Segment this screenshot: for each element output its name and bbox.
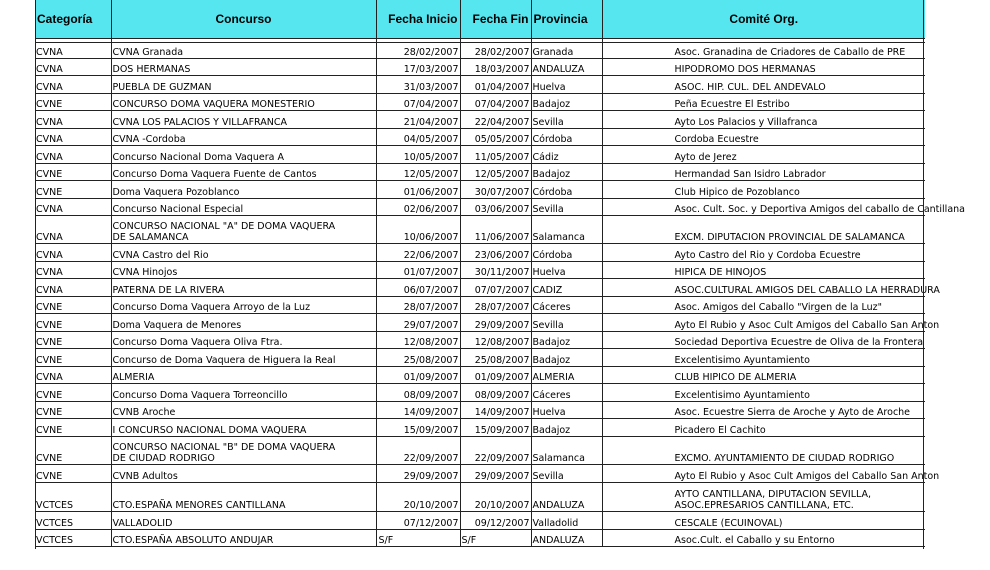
table-row	[35, 419, 925, 437]
cell-fecha-inicio[interactable]: 29/07/2007	[376, 314, 460, 332]
cell-concurso[interactable]: Concurso Doma Vaquera Arroyo de la Luz	[111, 297, 376, 314]
cell-categoria[interactable]: CVNA	[35, 111, 111, 129]
cell-categoria[interactable]: CVNE	[35, 297, 111, 314]
table-row	[35, 76, 925, 94]
table-row	[35, 483, 925, 512]
cell-provincia[interactable]: ANDALUZA	[531, 59, 602, 76]
cell-fecha-fin[interactable]: 12/05/2007	[460, 164, 531, 181]
cell-fecha-inicio[interactable]: 07/12/2007	[376, 512, 460, 530]
cell-concurso[interactable]: CVNA Granada	[111, 43, 376, 59]
cell-fecha-fin[interactable]: 08/09/2007	[460, 384, 531, 402]
table-row	[35, 314, 925, 332]
cell-fecha-fin[interactable]: 11/05/2007	[460, 146, 531, 164]
cell-comite[interactable]: Excelentisimo Ayuntamiento	[602, 349, 925, 367]
cell-categoria[interactable]: CVNE	[35, 437, 111, 465]
cell-provincia[interactable]: Córdoba	[531, 181, 602, 199]
cell-concurso[interactable]: I CONCURSO NACIONAL DOMA VAQUERA	[111, 419, 376, 437]
table-row	[35, 512, 925, 530]
cell-fecha-fin[interactable]: 15/09/2007	[460, 419, 531, 437]
cell-fecha-inicio[interactable]: 17/03/2007	[376, 59, 460, 76]
table-row	[35, 146, 925, 164]
cell-fecha-fin[interactable]: 28/07/2007	[460, 297, 531, 314]
cell-fecha-inicio[interactable]: 14/09/2007	[376, 402, 460, 419]
cell-categoria[interactable]: CVNE	[35, 181, 111, 199]
cell-provincia[interactable]: Córdoba	[531, 244, 602, 262]
cell-provincia[interactable]: Sevilla	[531, 314, 602, 332]
cell-fecha-fin[interactable]: 03/06/2007	[460, 199, 531, 216]
cell-provincia[interactable]: Huelva	[531, 402, 602, 419]
cell-concurso[interactable]: CONCURSO NACIONAL "A" DE DOMA VAQUERA DE SALAMANCA	[111, 216, 376, 244]
cell-concurso[interactable]: Concurso Doma Vaquera Fuente de Cantos	[111, 164, 376, 181]
cell-fecha-fin[interactable]: 25/08/2007	[460, 349, 531, 367]
cell-comite[interactable]: ASOC. HIP. CUL. DEL ANDEVALO	[602, 76, 925, 94]
table-row	[35, 181, 925, 199]
cell-fecha-inicio[interactable]: 12/08/2007	[376, 332, 460, 349]
cell-fecha-fin[interactable]: 22/04/2007	[460, 111, 531, 129]
cell-categoria[interactable]: CVNA	[35, 59, 111, 76]
cell-fecha-inicio[interactable]: 04/05/2007	[376, 129, 460, 146]
cell-fecha-inicio[interactable]: 20/10/2007	[376, 483, 460, 512]
cell-fecha-inicio[interactable]: 31/03/2007	[376, 76, 460, 94]
header-fecha-inicio[interactable]: Fecha Inicio	[376, 0, 460, 39]
header-provincia[interactable]: Provincia	[531, 0, 602, 39]
cell-provincia[interactable]: Valladolid	[531, 512, 602, 530]
cell-provincia[interactable]: ANDALUZA	[531, 483, 602, 512]
table-row	[35, 402, 925, 419]
table-row	[35, 111, 925, 129]
cell-categoria[interactable]: CVNE	[35, 164, 111, 181]
cell-fecha-fin[interactable]: 01/09/2007	[460, 367, 531, 384]
cell-fecha-fin[interactable]: 05/05/2007	[460, 129, 531, 146]
header-concurso[interactable]: Concurso	[111, 0, 376, 39]
cell-fecha-inicio[interactable]: 10/06/2007	[376, 216, 460, 244]
cell-comite[interactable]: EXCM. DIPUTACION PROVINCIAL DE SALAMANCA	[602, 216, 925, 244]
cell-categoria[interactable]: CVNE	[35, 94, 111, 111]
table-row	[35, 129, 925, 146]
cell-fecha-fin[interactable]: 07/07/2007	[460, 279, 531, 297]
cell-fecha-fin[interactable]: 01/04/2007	[460, 76, 531, 94]
cell-categoria[interactable]: CVNE	[35, 349, 111, 367]
cell-concurso[interactable]: CONCURSO DOMA VAQUERA MONESTERIO	[111, 94, 376, 111]
cell-fecha-inicio[interactable]: 01/09/2007	[376, 367, 460, 384]
cell-fecha-inicio[interactable]: 22/09/2007	[376, 437, 460, 465]
cell-categoria[interactable]: CVNA	[35, 216, 111, 244]
cell-comite[interactable]: Peña Ecuestre El Estribo	[602, 94, 925, 111]
cell-fecha-inicio[interactable]: 01/07/2007	[376, 262, 460, 279]
table-row	[35, 199, 925, 216]
cell-concurso[interactable]: VALLADOLID	[111, 512, 376, 530]
table-row	[35, 349, 925, 367]
cell-concurso[interactable]: CVNA LOS PALACIOS Y VILLAFRANCA	[111, 111, 376, 129]
cell-categoria[interactable]: CVNE	[35, 402, 111, 419]
cell-concurso[interactable]: CONCURSO NACIONAL "B" DE DOMA VAQUERA DE CIUDAD RODRIGO	[111, 437, 376, 465]
cell-categoria[interactable]: CVNA	[35, 262, 111, 279]
cell-concurso[interactable]: ALMERIA	[111, 367, 376, 384]
cell-fecha-inicio[interactable]: 21/04/2007	[376, 111, 460, 129]
table-row	[35, 43, 925, 59]
cell-fecha-fin[interactable]: 22/09/2007	[460, 437, 531, 465]
cell-comite[interactable]: Sociedad Deportiva Ecuestre de Oliva de la Frontera	[602, 332, 925, 349]
cell-concurso[interactable]: CVNA Castro del Rio	[111, 244, 376, 262]
cell-comite[interactable]: Asoc. Cult. Soc. y Deportiva Amigos del caballo de Cantillana	[602, 199, 925, 216]
cell-fecha-inicio[interactable]: 15/09/2007	[376, 419, 460, 437]
cell-fecha-fin[interactable]: 07/04/2007	[460, 94, 531, 111]
cell-fecha-fin[interactable]: 18/03/2007	[460, 59, 531, 76]
cell-categoria[interactable]: CVNA	[35, 129, 111, 146]
cell-concurso[interactable]: PUEBLA DE GUZMAN	[111, 76, 376, 94]
cell-concurso[interactable]: CTO.ESPAÑA ABSOLUTO ANDUJAR	[111, 530, 376, 547]
cell-categoria[interactable]: VCTCES	[35, 530, 111, 547]
cell-fecha-inicio[interactable]: 01/06/2007	[376, 181, 460, 199]
cell-categoria[interactable]: CVNA	[35, 146, 111, 164]
cell-fecha-inicio[interactable]: 12/05/2007	[376, 164, 460, 181]
cell-fecha-fin[interactable]: 12/08/2007	[460, 332, 531, 349]
cell-comite[interactable]: HIPICA DE HINOJOS	[602, 262, 925, 279]
cell-categoria[interactable]: CVNA	[35, 279, 111, 297]
cell-categoria[interactable]: CVNE	[35, 384, 111, 402]
cell-concurso[interactable]: CVNB Aroche	[111, 402, 376, 419]
cell-provincia[interactable]: Badajoz	[531, 332, 602, 349]
cell-provincia[interactable]: CADIZ	[531, 279, 602, 297]
table-row	[35, 262, 925, 279]
cell-concurso[interactable]: PATERNA DE LA RIVERA	[111, 279, 376, 297]
cell-categoria[interactable]: CVNA	[35, 367, 111, 384]
cell-fecha-inicio[interactable]: 02/06/2007	[376, 199, 460, 216]
cell-categoria[interactable]: CVNA	[35, 199, 111, 216]
cell-provincia[interactable]: Badajoz	[531, 419, 602, 437]
cell-provincia[interactable]: Cáceres	[531, 384, 602, 402]
cell-comite[interactable]: EXCMO. AYUNTAMIENTO DE CIUDAD RODRIGO	[602, 437, 925, 465]
spreadsheet	[35, 0, 965, 547]
cell-comite[interactable]: Ayto El Rubio y Asoc Cult Amigos del Caballo San Anton	[602, 314, 925, 332]
cell-provincia[interactable]: ANDALUZA	[531, 530, 602, 547]
cell-fecha-inicio[interactable]: 28/07/2007	[376, 297, 460, 314]
table-row	[35, 279, 925, 297]
cell-fecha-inicio[interactable]: 07/04/2007	[376, 94, 460, 111]
competitions-table	[35, 0, 965, 547]
table-row	[35, 94, 925, 111]
cell-comite[interactable]: CESCALE (ECUINOVAL)	[602, 512, 925, 530]
cell-fecha-inicio[interactable]: 06/07/2007	[376, 279, 460, 297]
cell-provincia[interactable]: Huelva	[531, 76, 602, 94]
cell-comite[interactable]: Ayto de Jerez	[602, 146, 925, 164]
cell-fecha-fin[interactable]: 30/11/2007	[460, 262, 531, 279]
cell-provincia[interactable]: Sevilla	[531, 199, 602, 216]
header-row	[35, 0, 925, 39]
cell-concurso[interactable]: Concurso Doma Vaquera Torreoncillo	[111, 384, 376, 402]
cell-provincia[interactable]: Badajoz	[531, 94, 602, 111]
cell-fecha-inicio[interactable]: 28/02/2007	[376, 43, 460, 59]
cell-categoria[interactable]: VCTCES	[35, 483, 111, 512]
cell-fecha-fin[interactable]: 09/12/2007	[460, 512, 531, 530]
cell-comite[interactable]: Club Hipico de Pozoblanco	[602, 181, 925, 199]
cell-fecha-fin[interactable]: 30/07/2007	[460, 181, 531, 199]
cell-fecha-inicio[interactable]: 25/08/2007	[376, 349, 460, 367]
cell-fecha-fin[interactable]: 28/02/2007	[460, 43, 531, 59]
cell-categoria[interactable]: CVNA	[35, 76, 111, 94]
header-categoria[interactable]: Categoría	[35, 0, 111, 39]
cell-categoria[interactable]: CVNE	[35, 419, 111, 437]
table-row	[35, 164, 925, 181]
cell-comite[interactable]: AYTO CANTILLANA, DIPUTACION SEVILLA, ASOC.EPRESARIOS CANTILLANA, ETC.	[602, 483, 925, 512]
cell-categoria[interactable]: CVNE	[35, 332, 111, 349]
cell-provincia[interactable]: ALMERIA	[531, 367, 602, 384]
cell-provincia[interactable]: Badajoz	[531, 164, 602, 181]
cell-fecha-fin[interactable]: 20/10/2007	[460, 483, 531, 512]
cell-comite[interactable]: Ayto Castro del Rio y Cordoba Ecuestre	[602, 244, 925, 262]
cell-comite[interactable]: Excelentisimo Ayuntamiento	[602, 384, 925, 402]
cell-comite[interactable]: Picadero El Cachito	[602, 419, 925, 437]
cell-concurso[interactable]: CVNA Hinojos	[111, 262, 376, 279]
cell-comite[interactable]: CLUB HIPICO DE ALMERIA	[602, 367, 925, 384]
cell-fecha-inicio[interactable]: S/F	[376, 530, 460, 547]
cell-provincia[interactable]: Cádiz	[531, 146, 602, 164]
cell-fecha-inicio[interactable]: 29/09/2007	[376, 465, 460, 483]
cell-fecha-fin[interactable]: 29/09/2007	[460, 314, 531, 332]
cell-categoria[interactable]: CVNA	[35, 244, 111, 262]
cell-comite[interactable]: Ayto El Rubio y Asoc Cult Amigos del Caballo San Anton	[602, 465, 925, 483]
cell-provincia[interactable]: Huelva	[531, 262, 602, 279]
table-row	[35, 367, 925, 384]
cell-provincia[interactable]: Cáceres	[531, 297, 602, 314]
table-row	[35, 465, 925, 483]
cell-comite[interactable]: ASOC.CULTURAL AMIGOS DEL CABALLO LA HERRADURA	[602, 279, 925, 297]
cell-concurso[interactable]: Concurso Nacional Doma Vaquera A	[111, 146, 376, 164]
cell-categoria[interactable]: CVNE	[35, 314, 111, 332]
cell-fecha-fin[interactable]: 11/06/2007	[460, 216, 531, 244]
cell-concurso[interactable]: Concurso Nacional Especial	[111, 199, 376, 216]
cell-comite[interactable]: Hermandad San Isidro Labrador	[602, 164, 925, 181]
cell-fecha-inicio[interactable]: 22/06/2007	[376, 244, 460, 262]
table-row	[35, 244, 925, 262]
cell-comite[interactable]: Cordoba Ecuestre	[602, 129, 925, 146]
cell-concurso[interactable]: Concurso Doma Vaquera Oliva Ftra.	[111, 332, 376, 349]
cell-fecha-fin[interactable]: 29/09/2007	[460, 465, 531, 483]
cell-categoria[interactable]: CVNE	[35, 465, 111, 483]
cell-comite[interactable]: Asoc. Granadina de Criadores de Caballo de PRE	[602, 43, 925, 59]
cell-provincia[interactable]: Sevilla	[531, 465, 602, 483]
cell-fecha-fin[interactable]: 14/09/2007	[460, 402, 531, 419]
cell-concurso[interactable]: CVNB Adultos	[111, 465, 376, 483]
cell-concurso[interactable]: Doma Vaquera de Menores	[111, 314, 376, 332]
cell-concurso[interactable]: CTO.ESPAÑA MENORES CANTILLANA	[111, 483, 376, 512]
cell-fecha-inicio[interactable]: 10/05/2007	[376, 146, 460, 164]
cell-comite[interactable]: Asoc. Ecuestre Sierra de Aroche y Ayto de Aroche	[602, 402, 925, 419]
header-fecha-fin[interactable]: Fecha Fin	[460, 0, 531, 39]
cell-provincia[interactable]: Badajoz	[531, 349, 602, 367]
cell-comite[interactable]: Asoc. Amigos del Caballo "Virgen de la Luz"	[602, 297, 925, 314]
table-row	[35, 59, 925, 76]
table-row	[35, 384, 925, 402]
cell-provincia[interactable]: Granada	[531, 43, 602, 59]
cell-concurso[interactable]: DOS HERMANAS	[111, 59, 376, 76]
table-row	[35, 437, 925, 465]
table-row	[35, 530, 925, 547]
cell-categoria[interactable]: CVNA	[35, 43, 111, 59]
cell-concurso[interactable]: CVNA -Cordoba	[111, 129, 376, 146]
cell-fecha-inicio[interactable]: 08/09/2007	[376, 384, 460, 402]
cell-provincia[interactable]: Sevilla	[531, 111, 602, 129]
cell-categoria[interactable]: VCTCES	[35, 512, 111, 530]
cell-comite[interactable]: HIPODROMO DOS HERMANAS	[602, 59, 925, 76]
cell-provincia[interactable]: Salamanca	[531, 437, 602, 465]
cell-provincia[interactable]: Córdoba	[531, 129, 602, 146]
cell-comite[interactable]: Ayto Los Palacios y Villafranca	[602, 111, 925, 129]
table-row	[35, 332, 925, 349]
cell-provincia[interactable]: Salamanca	[531, 216, 602, 244]
header-comite[interactable]: Comité Org.	[602, 0, 925, 39]
cell-concurso[interactable]: Doma Vaquera Pozoblanco	[111, 181, 376, 199]
table-row	[35, 216, 925, 244]
cell-comite[interactable]: Asoc.Cult. el Caballo y su Entorno	[602, 530, 925, 547]
cell-fecha-fin[interactable]: S/F	[460, 530, 531, 547]
table-row	[35, 297, 925, 314]
cell-fecha-fin[interactable]: 23/06/2007	[460, 244, 531, 262]
cell-concurso[interactable]: Concurso de Doma Vaquera de Higuera la Real	[111, 349, 376, 367]
